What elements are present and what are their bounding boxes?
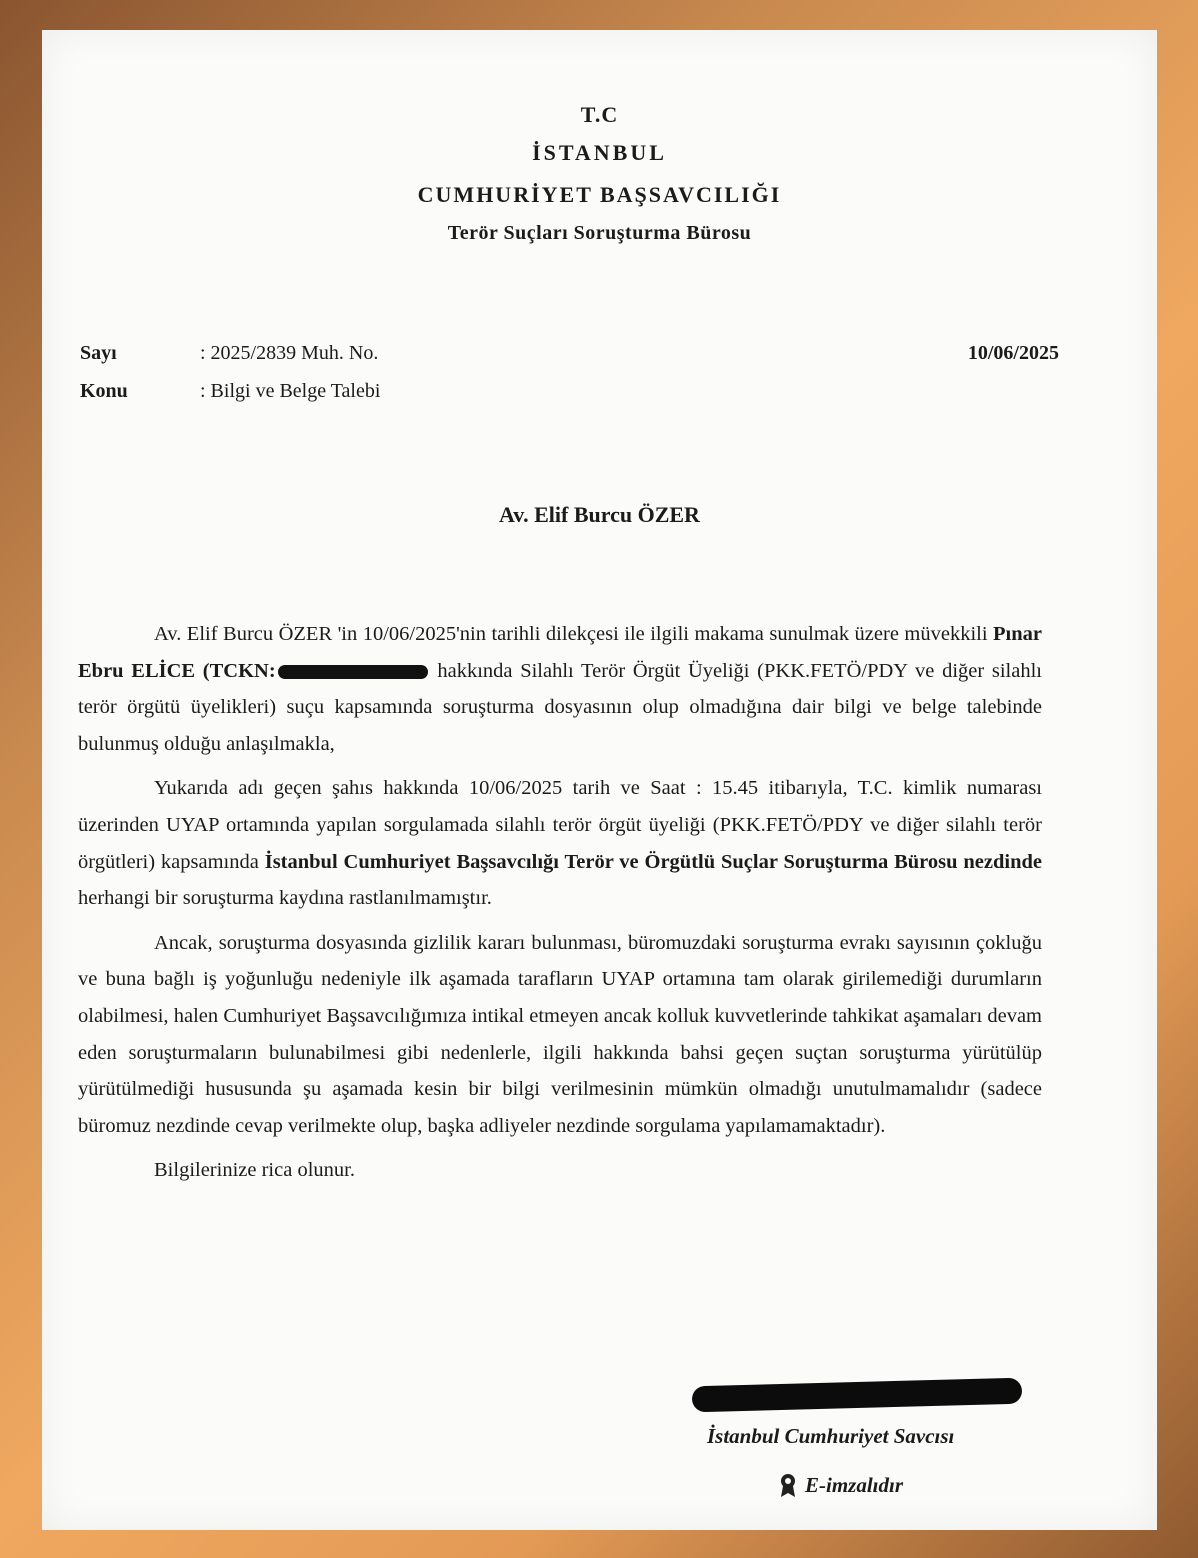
p2-text-a: Yukarıda adı geçen şahıs hakkında 10/06/2025 tarih ve Saat : 15.45 itibarıyla, T.C. kimlik numarası üzerinden UYAP ortamında yapılan sorgulamada silahlı terör örgüt üyeliği (PKK.FETÖ/PDY ve diğer silahlı terör örgütleri) kapsamında (78, 777, 1042, 873)
tckn-redaction (278, 665, 428, 679)
sayi-label: Sayı (80, 342, 117, 364)
signatory-title: İstanbul Cumhuriyet Savcısı (707, 1424, 955, 1448)
document-page (42, 30, 1157, 1530)
p2-text-b: herhangi bir soruşturma kaydına rastlanılmamıştır. (78, 887, 492, 910)
header-bureau: Terör Suçları Soruşturma Bürosu (447, 222, 752, 244)
sayi-value: : 2025/2839 Muh. No. (200, 342, 379, 364)
signature-redaction (692, 1378, 1023, 1413)
header-tc: T.C (580, 102, 619, 127)
client-name: Pınar Ebru ELİCE (TCKN: (78, 623, 1042, 682)
paragraph-1 (78, 616, 1042, 762)
header-office: CUMHURİYET BAŞSAVCILIĞI (417, 182, 782, 207)
document-date: 10/06/2025 (967, 342, 1059, 364)
header-city: İSTANBUL (532, 140, 667, 165)
p1-text-b: hakkında Silahlı Terör Örgüt Üyeliği (PKK.FETÖ/PDY ve diğer silahlı terör örgütü üyelikleri) suçu kapsamında soruşturma dosyasının olup olmadığına dair bilgi ve belge talebinde bulunmuş olduğu anlaşılmakla, (78, 659, 1042, 755)
addressee: Av. Elif Burcu ÖZER (499, 502, 700, 527)
konu-label: Konu (80, 380, 128, 402)
seal-icon (777, 1472, 799, 1498)
konu-value: : Bilgi ve Belge Talebi (200, 380, 381, 402)
e-signature-label: E-imzalıdır (805, 1472, 904, 1497)
letter-body (78, 616, 1042, 1197)
p2-bold: İstanbul Cumhuriyet Başsavcılığı Terör ve Örgütlü Suçlar Soruşturma Bürosu nezdinde (264, 850, 1043, 873)
paragraph-4: Bilgilerinize rica olunur. (154, 1159, 355, 1182)
e-signature (777, 1472, 903, 1498)
p1-text-a: Av. Elif Burcu ÖZER 'in 10/06/2025'nin tarihli dilekçesi ile ilgili makama sunulmak üzere müvekkili (154, 623, 988, 645)
paragraph-3: Ancak, soruşturma dosyasında gizlilik kararı bulunması, büromuzdaki soruşturma evrakı sayısının çokluğu ve buna bağlı iş yoğunluğu nedeniyle ilk aşamada tarafların UYAP ortamına tam olarak girilemediği durumların olabilmesi, halen Cumhuriyet Başsavcılığımıza intikal etmeyen ancak kolluk kuvvetlerinde tahkikat aşamaları devam eden soruşturmaların bulunabilmesi gibi nedenlerle, ilgili hakkında bahsi geçen suçtan soruşturma yürütülüp yürütülmediği hususunda şu aşamada kesin bir bilgi verilmesinin mümkün olmadığı unutulmamalıdır (sadece büromuz nezdinde cevap verilmekte olup, başka adliyeler nezdinde sorgulama yapılamamaktadır). (78, 931, 1042, 1137)
paragraph-2 (78, 770, 1042, 916)
